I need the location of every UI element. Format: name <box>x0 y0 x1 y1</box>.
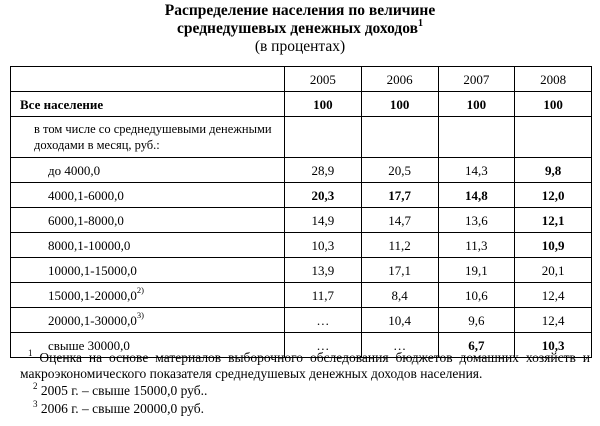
footnote-text: 2006 г. – свыше 20000,0 руб. <box>37 401 204 416</box>
cell-value: 100 <box>438 92 515 117</box>
cell-value: 100 <box>515 92 592 117</box>
cell-value: 14,8 <box>438 183 515 208</box>
cell-value: 12,1 <box>515 208 592 233</box>
footnote-mark: 3 <box>33 398 38 409</box>
footnote-mark: 2 <box>33 380 38 391</box>
cell-value: 11,3 <box>438 233 515 258</box>
cell-value: 12,4 <box>515 283 592 308</box>
cell-value: 13,9 <box>285 258 362 283</box>
cell-value: 20,5 <box>361 158 438 183</box>
table-row <box>11 283 592 308</box>
cell-value <box>361 117 438 158</box>
header-row <box>11 67 592 92</box>
title-line-2-text: среднедушевых денежных доходов <box>177 20 418 37</box>
footnote-mark: 2) <box>136 285 144 296</box>
cell-value: 10,6 <box>438 283 515 308</box>
cell-value: 19,1 <box>438 258 515 283</box>
table-row <box>11 183 592 208</box>
cell-value <box>285 117 362 158</box>
footnote-text: 2005 г. – свыше 15000,0 руб.. <box>37 383 208 398</box>
header-year-2006: 2006 <box>361 67 438 92</box>
header-year-2007: 2007 <box>438 67 515 92</box>
header-year-2005: 2005 <box>285 67 362 92</box>
table-row <box>11 258 592 283</box>
row-label: 15000,1-20000,0 <box>48 287 137 303</box>
cell-value: 14,9 <box>285 208 362 233</box>
row-label: 20000,1-30000,0 <box>48 312 137 328</box>
title-units: (в процентах) <box>254 38 346 55</box>
row-label: в том числе со среднедушевыми денежными доходами в месяц, руб.: <box>11 117 285 158</box>
cell-value: 14,3 <box>438 158 515 183</box>
cell-value: 10,4 <box>361 308 438 333</box>
table-title <box>0 2 600 56</box>
cell-value: 8,4 <box>361 283 438 308</box>
footnote-mark: 1 <box>28 347 33 358</box>
cell-value: 13,6 <box>438 208 515 233</box>
table-row-subheading <box>11 117 592 158</box>
table-row <box>11 92 592 117</box>
row-label: 6000,1-8000,0 <box>11 208 285 233</box>
row-label: до 4000,0 <box>11 158 285 183</box>
row-label-with-note <box>11 283 285 308</box>
cell-value: 11,2 <box>361 233 438 258</box>
row-label-with-note <box>11 308 285 333</box>
title-footnote-mark: 1 <box>417 17 423 29</box>
footnote-mark: 3) <box>136 310 144 321</box>
income-distribution-table <box>10 66 592 358</box>
footnote-1 <box>20 347 590 382</box>
cell-value: 20,3 <box>285 183 362 208</box>
cell-value: 28,9 <box>285 158 362 183</box>
cell-value: 6,7 <box>438 333 515 358</box>
cell-value: … <box>285 308 362 333</box>
cell-value: 100 <box>285 92 362 117</box>
header-year-2008: 2008 <box>515 67 592 92</box>
title-line-2 <box>0 17 600 38</box>
row-label: 8000,1-10000,0 <box>11 233 285 258</box>
cell-value: 17,1 <box>361 258 438 283</box>
cell-value: 9,8 <box>515 158 592 183</box>
row-label: 10000,1-15000,0 <box>11 258 285 283</box>
cell-value: 12,0 <box>515 183 592 208</box>
footnote-3 <box>33 398 600 417</box>
cell-value: … <box>285 333 362 358</box>
cell-value: 9,6 <box>438 308 515 333</box>
cell-value: 10,9 <box>515 233 592 258</box>
row-label: 4000,1-6000,0 <box>11 183 285 208</box>
cell-value: 14,7 <box>361 208 438 233</box>
row-label: свыше 30000,0 <box>11 333 285 358</box>
cell-value: 10,3 <box>285 233 362 258</box>
cell-value: … <box>361 333 438 358</box>
cell-value: 12,4 <box>515 308 592 333</box>
row-label: Все население <box>11 92 285 117</box>
table-row <box>11 233 592 258</box>
title-line-1: Распределение населения по величине <box>164 2 436 19</box>
cell-value: 11,7 <box>285 283 362 308</box>
table-row <box>11 158 592 183</box>
cell-value: 20,1 <box>515 258 592 283</box>
footnote-2 <box>33 380 600 399</box>
cell-value: 17,7 <box>361 183 438 208</box>
header-empty-cell <box>11 67 285 92</box>
cell-value <box>515 117 592 158</box>
table-row <box>11 308 592 333</box>
cell-value: 100 <box>361 92 438 117</box>
cell-value <box>438 117 515 158</box>
table-row <box>11 208 592 233</box>
footnote-text: Оценка на основе материалов выборочного обследования бюджетов домашних хозяйств и макроэкономического показателя среднедушевых денежных доходов населения. <box>20 350 590 381</box>
cell-value: 10,3 <box>515 333 592 358</box>
